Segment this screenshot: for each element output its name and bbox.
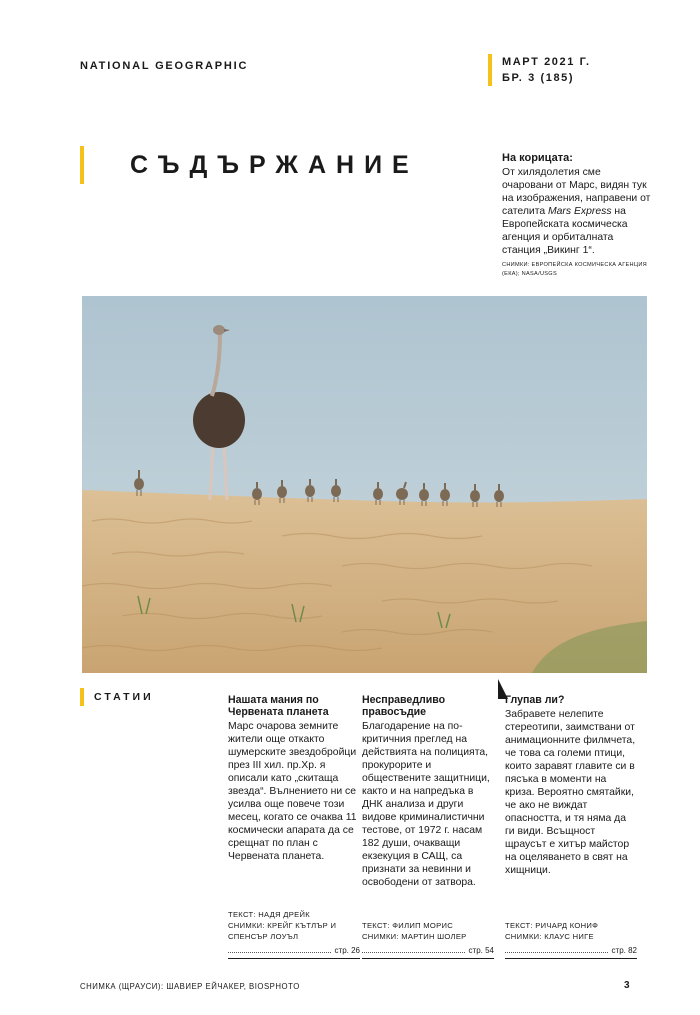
magazine-brand: NATIONAL GEOGRAPHIC [80,60,249,72]
cover-text-italic: Mars Express [548,206,612,217]
cover-text-after: на Европейската космическа агенция и орбиталната станция „Викинг 1“. [502,206,628,256]
article-credit-text: ТЕКСТ: НАДЯ ДРЕЙК [228,910,310,919]
cover-credit: СНИМКИ: ЕВРОПЕЙСКА КОСМИЧЕСКА АГЕНЦИЯ (ЕКА); NASA/USGS [502,262,647,277]
article-credit-text: ТЕКСТ: РИЧАРД КОНИФ [505,921,599,930]
page-title: СЪДЪРЖАНИЕ [80,146,419,184]
article-page-ref[interactable] [362,946,494,955]
cover-heading: На корицата: [502,152,573,164]
cover-text [502,166,652,257]
article-item[interactable] [505,694,637,959]
article-item[interactable] [362,694,494,959]
ostrich-photo-illustration [82,296,647,673]
article-credit-text: ТЕКСТ: ФИЛИП МОРИС [362,921,454,930]
article-credits [362,920,494,942]
cover-description [502,152,652,279]
issue-info [488,54,632,86]
article-page: стр. 54 [468,946,494,955]
article-credits [228,909,360,942]
article-body: Марс очарова земните жители още откакто шумерските звездобройци през III хил. пр.Хр. я описали като „скитаща звезда“. Вълнението ни се усилва още повече този месец, когато се очаква 11 космически апарата да се срещнат по план с Червената планета. [228,721,357,862]
article-item[interactable] [228,694,360,959]
article-credits [505,920,637,942]
article-body: Забравете нелепите стереотипи, заимствани от анимационните филмчета, че това са големи птици, които заравят главите си в пясъка в моменти на криза. Вероятно смятайки, че ако не виждат опасността, и тя няма да ги види. Всъщност щраусът е хитър майстор на оцеляването в свят на хищници. [505,709,636,876]
article-page: стр. 26 [334,946,360,955]
article-page: стр. 82 [611,946,637,955]
article-title[interactable]: Несправедливо правосъдие [362,694,446,718]
article-title[interactable]: Глупав ли? [505,694,565,706]
article-body: Благодарение на по-критичния преглед на действията на полицията, прокурорите и обществените защитници, както и на напредъка в ДНК анализа и други видове криминалистични тестове, от 1972 г. насам 182 души, очакващи екзекуция в САЩ, са признати за невинни и освободени от затвора. [362,721,490,888]
cover-text-before: От хилядолетия сме очаровани от Марс, видян тук на изображения, направени от сателита [502,167,651,217]
article-page-ref[interactable] [505,946,637,955]
article-page-ref[interactable] [228,946,360,955]
section-label-articles: СТАТИИ [80,688,154,706]
leader-dots [505,946,608,953]
page-number: 3 [624,980,630,991]
issue-date: МАРТ 2021 Г. [502,56,591,68]
article-credit-photo: СНИМКИ: МАРТИН ШОЛЕР [362,932,467,941]
photo-credit: СНИМКА (ЩРАУСИ): ШАВИЕР ЕЙЧАКЕР, BIOSPHOTO [80,982,300,991]
article-credit-photo: СНИМКИ: КРЕЙГ КЪТЛЪР И СПЕНСЪР ЛОУЪЛ [228,921,337,941]
article-title[interactable]: Нашата мания по Червената планета [228,694,329,718]
leader-dots [228,946,331,953]
leader-dots [362,946,465,953]
issue-number: БР. 3 (185) [502,72,575,84]
ostrich-photo [82,296,647,673]
article-credit-photo: СНИМКИ: КЛАУС НИГЕ [505,932,594,941]
